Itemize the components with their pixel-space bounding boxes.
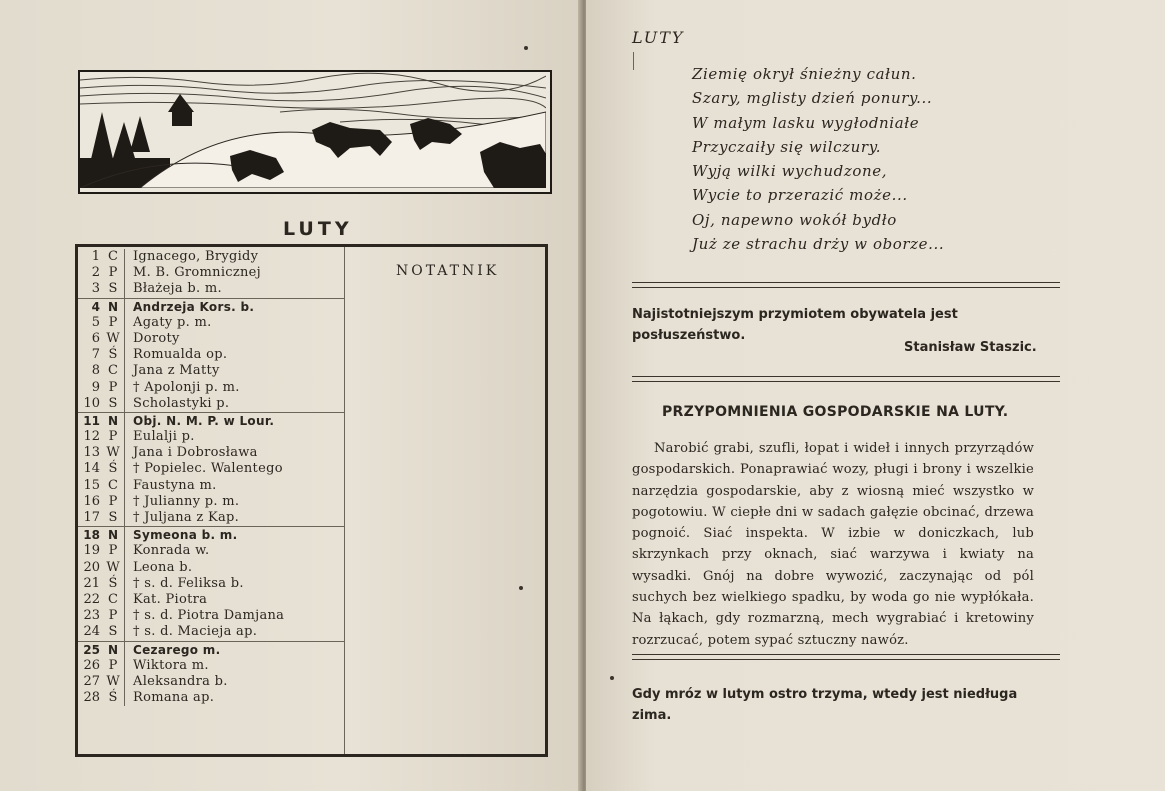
paper-speck <box>610 676 614 680</box>
day-number: 18 <box>83 528 100 543</box>
quote-author: Stanisław Staszic. <box>904 340 1037 355</box>
saint-name: Konrada w. <box>133 543 210 559</box>
day-of-week: P <box>102 429 125 445</box>
calendar-day-row <box>78 526 344 543</box>
reminders-title: PRZYPOMNIENIA GOSPODARSKIE NA LUTY. <box>662 404 1009 420</box>
day-of-week: W <box>102 331 125 347</box>
poem-line: Wycie to przerazić może... <box>692 186 908 205</box>
winter-wolves-illustration <box>78 70 552 194</box>
saint-name: Eulalji p. <box>133 429 195 445</box>
day-number: 3 <box>91 281 100 297</box>
day-number: 16 <box>83 493 100 509</box>
calendar-day-row <box>78 298 344 315</box>
day-number: 4 <box>91 299 100 314</box>
saint-name: † Julianny p. m. <box>133 493 240 509</box>
poem-line: Przyczaiły się wilczury. <box>692 137 882 156</box>
day-of-week: Ś <box>102 690 125 706</box>
saint-name: Błażeja b. m. <box>133 281 222 297</box>
day-number: 12 <box>83 429 100 445</box>
calendar-day-row <box>78 658 344 674</box>
day-number: 21 <box>83 575 100 591</box>
day-of-week: P <box>102 494 125 510</box>
day-number: 14 <box>83 461 100 477</box>
day-of-week: W <box>102 445 125 461</box>
saint-name: † Popielec. Walentego <box>133 461 283 477</box>
calendar-day-row <box>78 331 344 347</box>
day-of-week: W <box>102 674 125 690</box>
day-of-week: N <box>102 299 125 315</box>
day-number: 9 <box>91 379 100 395</box>
saint-name: Jana z Matty <box>133 363 220 379</box>
saint-name: † s. d. Piotra Damjana <box>133 608 285 624</box>
calendar-day-row <box>78 445 344 461</box>
day-of-week: P <box>102 658 125 674</box>
saint-name: Doroty <box>133 330 180 346</box>
poem-line: Wyją wilki wychudzone, <box>692 162 888 181</box>
day-of-week: S <box>102 281 125 297</box>
day-number: 2 <box>91 265 100 281</box>
day-number: 6 <box>91 330 100 346</box>
calendar-day-row <box>78 543 344 559</box>
calendar-day-row <box>78 281 344 297</box>
saint-name: Cezarego m. <box>133 642 221 657</box>
saint-name: Ignacego, Brygidy <box>133 249 259 264</box>
saint-name: Leona b. <box>133 559 193 575</box>
calendar-day-row <box>78 461 344 477</box>
day-number: 13 <box>83 445 100 461</box>
day-of-week: S <box>102 396 125 412</box>
calendar-table <box>75 244 548 757</box>
calendar-day-row <box>78 690 344 706</box>
day-number: 17 <box>83 510 100 525</box>
saint-name: Obj. N. M. P. w Lour. <box>133 413 275 428</box>
reminders-text <box>632 438 1034 651</box>
right-page-title: LUTY <box>632 28 685 47</box>
poem <box>692 62 944 256</box>
saint-name: Agaty p. m. <box>133 314 212 330</box>
day-of-week: C <box>102 592 125 608</box>
calendar-day-row <box>78 592 344 608</box>
calendar-days <box>78 249 344 706</box>
calendar-day-row <box>78 510 344 526</box>
poem-line: W małym lasku wygłodniałe <box>692 113 920 132</box>
woodcut-image <box>80 72 546 188</box>
day-of-week: W <box>102 560 125 576</box>
saint-name: Wiktora m. <box>133 657 209 673</box>
day-of-week: P <box>102 265 125 281</box>
saint-name: Kat. Piotra <box>133 591 208 607</box>
saint-name: † Apolonji p. m. <box>133 379 240 395</box>
saint-name: Symeona b. m. <box>133 528 238 543</box>
day-number: 27 <box>83 673 100 689</box>
poem-line: Szary, mglisty dzień ponury... <box>692 89 933 108</box>
double-rule <box>632 376 1060 382</box>
month-title: LUTY <box>283 218 353 240</box>
double-rule <box>632 654 1060 660</box>
day-number: 20 <box>83 559 100 575</box>
day-of-week: Ś <box>102 461 125 477</box>
calendar-day-row <box>78 494 344 510</box>
calendar-day-row <box>78 429 344 445</box>
calendar-day-row <box>78 380 344 396</box>
poem-line: Oj, napewno wokół bydło <box>692 210 897 229</box>
calendar-day-row <box>78 347 344 363</box>
day-number: 15 <box>83 477 100 493</box>
saint-name: Andrzeja Kors. b. <box>133 299 255 314</box>
day-number: 10 <box>83 395 100 411</box>
saint-name: Aleksandra b. <box>133 673 228 689</box>
calendar-day-row <box>78 412 344 429</box>
day-of-week: N <box>102 642 125 658</box>
day-number: 22 <box>83 591 100 607</box>
day-number: 25 <box>83 642 100 657</box>
calendar-day-row <box>78 641 344 658</box>
paper-speck <box>519 586 523 590</box>
calendar-day-row <box>78 249 344 265</box>
calendar-day-row <box>78 265 344 281</box>
saint-name: † s. d. Feliksa b. <box>133 575 244 591</box>
day-of-week: Ś <box>102 576 125 592</box>
saint-name: † Juljana z Kap. <box>133 510 240 525</box>
day-of-week: S <box>102 624 125 640</box>
calendar-day-row <box>78 560 344 576</box>
saint-name: Jana i Dobrosława <box>133 445 258 461</box>
poem-line: Już ze strachu drży w oborze... <box>692 235 945 254</box>
day-of-week: S <box>102 510 125 526</box>
day-of-week: P <box>102 543 125 559</box>
calendar-day-row <box>78 396 344 412</box>
notes-label: NOTATNIK <box>396 263 500 279</box>
day-of-week: C <box>102 249 125 265</box>
saint-name: Romana ap. <box>133 690 215 706</box>
title-tick-mark <box>633 52 634 70</box>
calendar-day-row <box>78 624 344 640</box>
calendar-day-row <box>78 478 344 494</box>
day-of-week: N <box>102 413 125 429</box>
proverb-text: Gdy mróz w lutym ostro trzyma, wtedy jest niedługa zima. <box>632 687 1018 723</box>
day-number: 1 <box>91 249 100 264</box>
calendar-day-row <box>78 608 344 624</box>
left-page <box>0 0 582 791</box>
saint-name: Romualda op. <box>133 347 228 363</box>
day-number: 19 <box>83 543 100 559</box>
day-of-week: P <box>102 608 125 624</box>
calendar-day-row <box>78 674 344 690</box>
calendar-divider <box>344 247 345 754</box>
day-of-week: P <box>102 380 125 396</box>
day-number: 24 <box>83 624 100 640</box>
day-of-week: C <box>102 478 125 494</box>
day-of-week: C <box>102 363 125 379</box>
saint-name: M. B. Gromnicznej <box>133 265 262 281</box>
day-number: 28 <box>83 690 100 706</box>
day-number: 11 <box>83 413 100 428</box>
day-number: 23 <box>83 608 100 624</box>
saint-name: † s. d. Macieja ap. <box>133 624 258 640</box>
poem-line: Ziemię okrył śnieżny całun. <box>692 65 917 83</box>
day-number: 8 <box>91 363 100 379</box>
day-of-week: Ś <box>102 347 125 363</box>
day-of-week: N <box>102 527 125 543</box>
calendar-day-row <box>78 315 344 331</box>
calendar-day-row <box>78 363 344 379</box>
saint-name: Scholastyki p. <box>133 395 230 411</box>
day-number: 7 <box>91 347 100 363</box>
saint-name: Faustyna m. <box>133 477 217 493</box>
calendar-day-row <box>78 576 344 592</box>
day-number: 26 <box>83 657 100 673</box>
reminders-paragraph: Narobić grabi, szufli, łopat i wideł i innych przyrządów gospodarskich. Ponaprawiać wozy, pługi i brony i wszelkie narzędzia gospodarskie, aby z wiosną mieć wszystko w pogotowiu. W ciepłe dni w sadach gałęzie obcinać, drzewa pognoić. Siać inspekta. W izbie w doniczkach, lub skrzynkach przy oknach, siać warzywa i kwiaty na wysadki. Gnój na dobre wywozić, zaczynając od pól suchych bez wielkiego spadku, by woda go nie wypłókała. Na łąkach, gdy rozmarzną, mech wygrabiać i kretowiny rozrzucać, potem sypać sztuczny nawóz. <box>632 441 1034 648</box>
paper-speck <box>524 46 528 50</box>
day-number: 5 <box>91 314 100 330</box>
quote-text: Najistotniejszym przymiotem obywatela jest posłuszeństwo. <box>632 307 958 343</box>
double-rule <box>632 282 1060 288</box>
day-of-week: P <box>102 315 125 331</box>
